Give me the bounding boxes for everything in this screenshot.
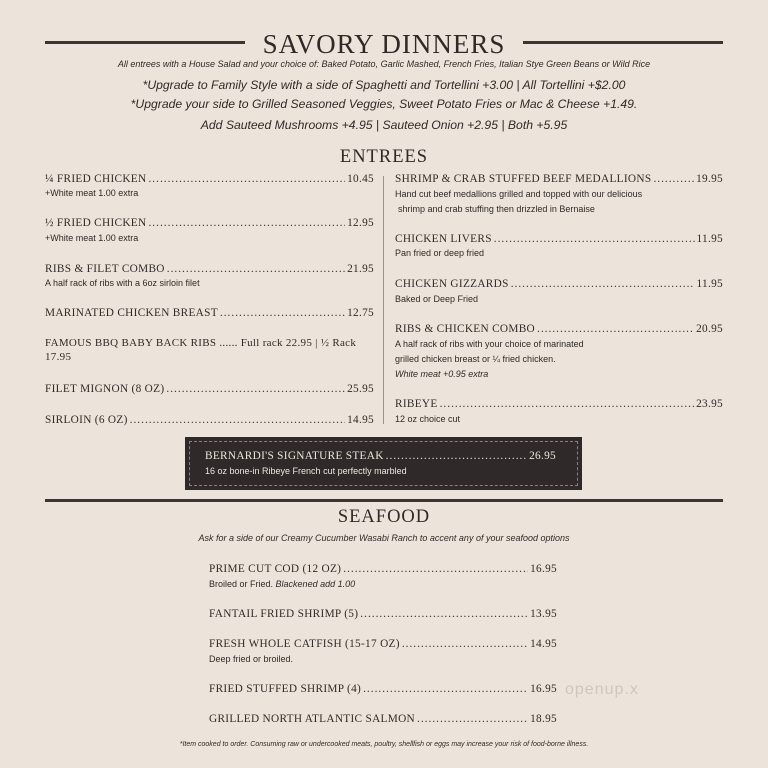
item-desc: [209, 577, 355, 591]
item-desc: Hand cut beef medallions grilled and topped with our delicious: [395, 189, 643, 199]
item-price: 16.95: [530, 563, 557, 575]
menu-item: [209, 712, 557, 726]
item-price: 25.95: [347, 383, 374, 395]
seafood-note: Ask for a side of our Creamy Cucumber Wasabi Ranch to accent any of your seafood options: [198, 533, 570, 543]
menu-item: [209, 637, 557, 651]
side-choices-note: All entrees with a House Salad and your choice of: Baked Potato, Garlic Mashed, French Fries, Italian Stye Green Beans or Wild Rice: [117, 59, 651, 69]
item-price: 10.45: [347, 173, 374, 185]
seafood-heading: SEAFOOD: [337, 507, 431, 527]
menu-item: [45, 216, 374, 230]
item-desc: Pan fried or deep fried: [395, 248, 485, 258]
item-name: FANTAIL FRIED SHRIMP (5): [209, 608, 359, 620]
footer-disclaimer: *Item cooked to order. Consuming raw or undercooked meats, poultry, shellfish or eggs may increase your risk of food-borne illness.: [179, 741, 589, 748]
item-price: 14.95: [530, 638, 557, 650]
leader-dots: [494, 232, 695, 246]
item-name: SIRLOIN (6 OZ): [45, 414, 128, 426]
item-desc: White meat +0.95 extra: [395, 369, 489, 379]
leader-dots: [402, 637, 528, 651]
menu-item: [205, 449, 556, 463]
leader-dots: [511, 277, 695, 291]
item-price: 11.95: [696, 278, 723, 290]
upgrade-family-note: *Upgrade to Family Style with a side of Spaghetti and Tortellini +3.00 | All Tortellini +$2.00: [142, 78, 626, 92]
item-name: RIBS & CHICKEN COMBO: [395, 323, 536, 335]
item-desc: A half rack of ribs with a 6oz sirloin filet: [45, 278, 200, 288]
leader-dots: [363, 682, 528, 696]
item-price: 12.95: [347, 217, 374, 229]
menu-item: [395, 322, 723, 336]
menu-item: [395, 277, 723, 291]
upgrade-side-note: *Upgrade your side to Grilled Seasoned Veggies, Sweet Potato Fries or Mac & Cheese +1.49.: [130, 97, 638, 111]
item-price: 20.95: [696, 323, 723, 335]
menu-item-ribs: FAMOUS BBQ BABY BACK RIBS ...... Full rack 22.95 | ½ Rack 17.95: [45, 337, 357, 363]
item-name: MARINATED CHICKEN BREAST: [45, 307, 218, 319]
leader-dots: [130, 413, 345, 427]
leader-dots: [343, 562, 528, 576]
item-price: 11.95: [696, 233, 723, 245]
menu-item: [209, 682, 557, 696]
item-desc-italic: Blackened add 1.00: [275, 579, 356, 589]
item-price: 21.95: [347, 263, 374, 275]
menu-item: [209, 562, 557, 576]
item-desc: +White meat 1.00 extra: [45, 188, 139, 198]
leader-dots: [148, 172, 345, 186]
item-desc: Deep fried or broiled.: [209, 654, 294, 664]
item-desc: 16 oz bone-in Ribeye French cut perfectly marbled: [205, 466, 407, 476]
item-price: 16.95: [530, 683, 557, 695]
leader-dots: [148, 216, 345, 230]
column-divider: [383, 176, 384, 424]
item-name: SHRIMP & CRAB STUFFED BEEF MEDALLIONS: [395, 173, 652, 185]
item-name: FILET MIGNON (8 OZ): [45, 383, 165, 395]
page-title: SAVORY DINNERS: [262, 29, 506, 59]
leader-dots: [440, 397, 694, 411]
item-price: 13.95: [530, 608, 557, 620]
item-name: CHICKEN GIZZARDS: [395, 278, 509, 290]
item-name: ¼ FRIED CHICKEN: [45, 173, 147, 185]
item-desc: 12 oz choice cut: [395, 414, 461, 424]
seafood-rule: [45, 499, 723, 502]
menu-item: [45, 413, 374, 427]
item-name: BERNARDI'S SIGNATURE STEAK: [205, 450, 384, 462]
leader-dots: [167, 262, 345, 276]
item-name: CHICKEN LIVERS: [395, 233, 492, 245]
item-name: FRESH WHOLE CATFISH (15-17 OZ): [209, 638, 400, 650]
watermark: openup.x: [565, 681, 639, 698]
menu-item: [395, 232, 723, 246]
leader-dots: [220, 306, 345, 320]
item-name: RIBEYE: [395, 398, 438, 410]
item-price: 18.95: [530, 713, 557, 725]
addons-note: Add Sauteed Mushrooms +4.95 | Sauteed Onion +2.95 | Both +5.95: [200, 118, 568, 132]
leader-dots: [653, 172, 694, 186]
signature-box: [185, 437, 582, 490]
item-price: 23.95: [696, 398, 723, 410]
item-price: 26.95: [529, 450, 556, 462]
menu-item: [45, 382, 374, 396]
menu-item: [45, 172, 374, 186]
item-name: PRIME CUT COD (12 OZ): [209, 563, 342, 575]
item-desc: +White meat 1.00 extra: [45, 233, 139, 243]
menu-item: [45, 306, 374, 320]
leader-dots: [386, 449, 527, 463]
item-desc: Baked or Deep Fried: [395, 294, 479, 304]
item-name: FRIED STUFFED SHRIMP (4): [209, 683, 362, 695]
leader-dots: [417, 712, 528, 726]
item-price: 12.75: [347, 307, 374, 319]
menu-item: [395, 172, 723, 186]
menu-item: [209, 607, 557, 621]
item-name: RIBS & FILET COMBO: [45, 263, 165, 275]
item-name: GRILLED NORTH ATLANTIC SALMON: [209, 713, 416, 725]
leader-dots: [537, 322, 694, 336]
leader-dots: [360, 607, 528, 621]
entrees-heading: ENTREES: [339, 147, 429, 167]
leader-dots: [166, 382, 345, 396]
item-desc-text: Broiled or Fried.: [209, 579, 274, 589]
menu-item: [395, 397, 723, 411]
item-desc: shrimp and crab stuffing then drizzled in Bernaise: [398, 204, 595, 214]
item-name: ½ FRIED CHICKEN: [45, 217, 147, 229]
menu-item: [45, 262, 374, 276]
item-desc: A half rack of ribs with your choice of marinated: [395, 339, 584, 349]
item-price: 19.95: [696, 173, 723, 185]
item-price: 14.95: [347, 414, 374, 426]
item-desc: grilled chicken breast or ¼ fried chicken.: [395, 354, 556, 364]
